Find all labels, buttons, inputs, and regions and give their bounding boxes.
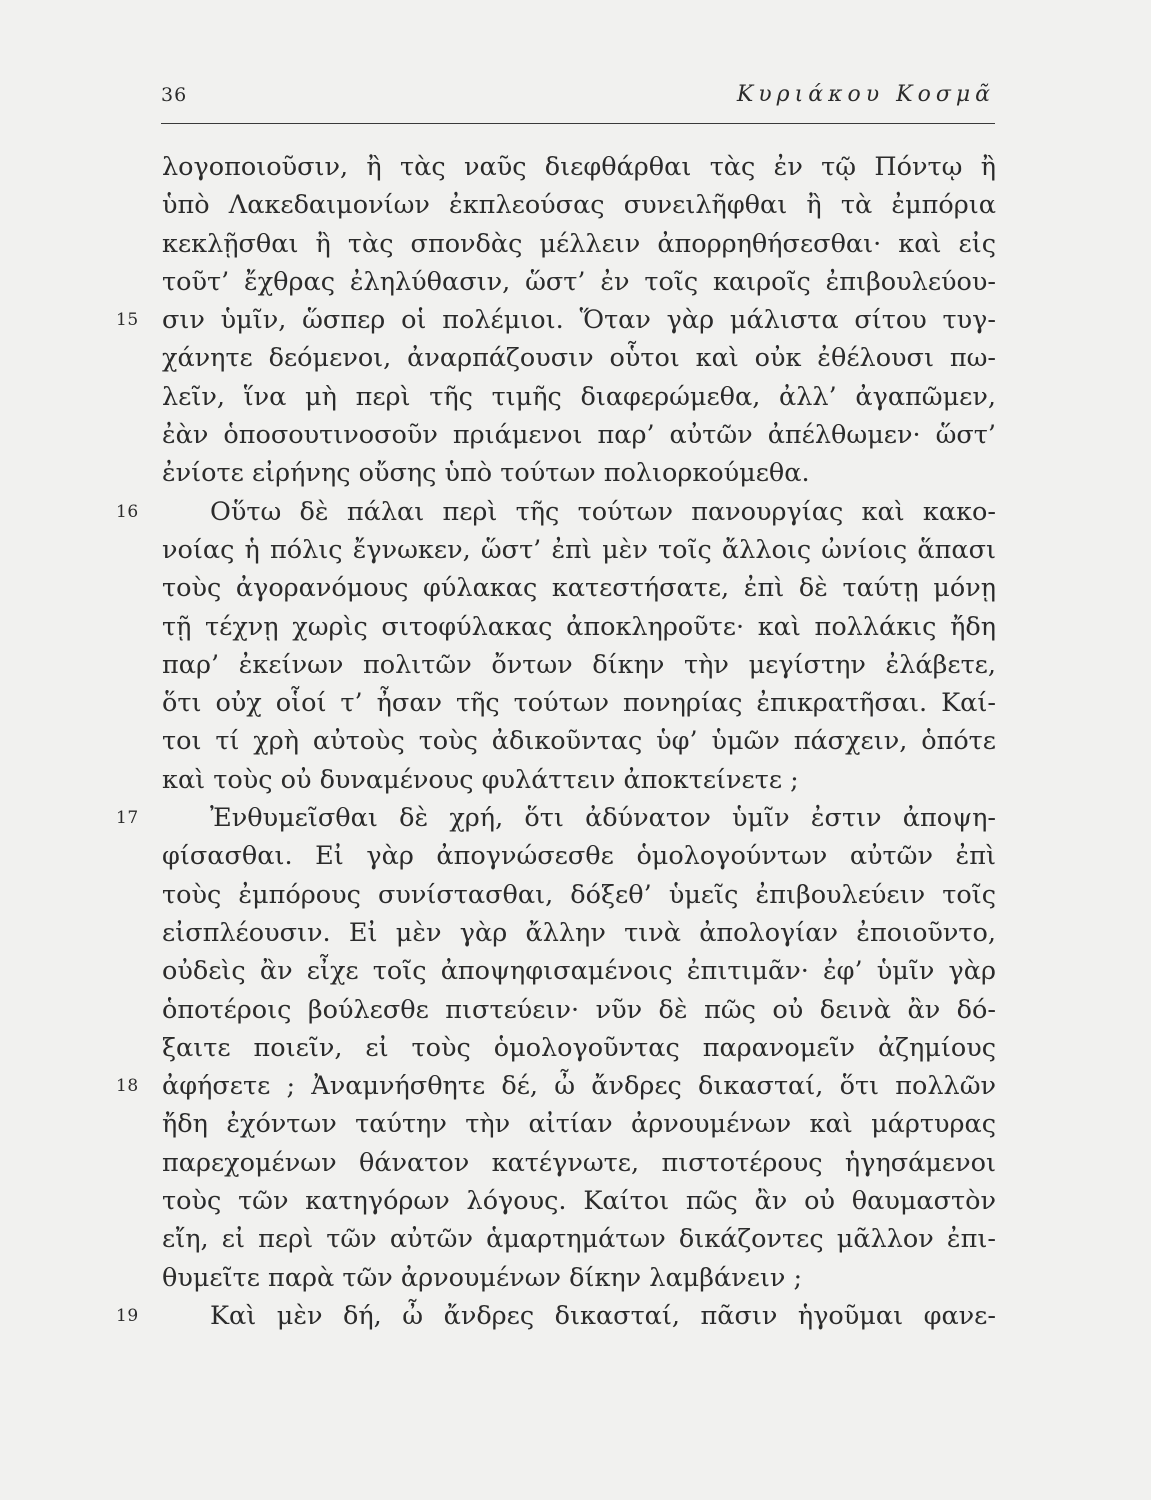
text-line xyxy=(162,531,996,569)
line-text: οὐδεὶς ἂν εἶχε τοῖς ἀποψηφισαμένοις ἐπιτιμᾶν· ἐφ’ ὑμῖν γὰρ xyxy=(162,956,996,987)
line-text: θυμεῖτε παρὰ τῶν ἀρνουμένων δίκην λαμβάνειν ; xyxy=(162,1262,803,1293)
line-text: τοὺς ἀγορανόμους φύλακας κατεστήσατε, ἐπὶ δὲ ταύτῃ μόνῃ xyxy=(162,573,996,604)
text-line xyxy=(162,569,996,607)
line-text: τοι τί χρὴ αὐτοὺς τοὺς ἀδικοῦντας ὑφ’ ὑμῶν πάσχειν, ὁπότε xyxy=(162,726,996,757)
line-text: ξαιτε ποιεῖν, εἰ τοὺς ὁμολογοῦντας παρανομεῖν ἀζημίους xyxy=(162,1032,996,1063)
header-rule xyxy=(161,123,995,124)
line-text: εἰσπλέουσιν. Εἰ μὲν γὰρ ἄλλην τινὰ ἀπολογίαν ἐποιοῦντο, xyxy=(162,917,996,948)
text-line xyxy=(162,186,996,224)
section-number: 18 xyxy=(116,1076,139,1097)
section-number: 15 xyxy=(116,310,139,331)
text-line xyxy=(162,263,996,301)
page-number: 36 xyxy=(161,84,188,106)
text-line xyxy=(162,1029,996,1067)
text-line xyxy=(162,1220,996,1258)
line-text: τῇ τέχνῃ χωρὶς σιτοφύλακας ἀποκληροῦτε· καὶ πολλάκις ἤδη xyxy=(162,611,996,642)
line-text: Καὶ μὲν δή, ὦ ἄνδρες δικασταί, πᾶσιν ἡγοῦμαι φανε- xyxy=(210,1300,996,1331)
line-text: λογοποιοῦσιν, ἢ τὰς ναῦς διεφθάρθαι τὰς ἐν τῷ Πόντῳ ἢ xyxy=(162,152,996,182)
text-line xyxy=(162,1144,996,1182)
text-line xyxy=(116,799,996,837)
running-head: Κυριάκου Κοσμᾶ xyxy=(736,82,995,107)
text-line xyxy=(162,1259,996,1297)
text-line xyxy=(162,684,996,722)
line-text: χάνητε δεόμενοι, ἀναρπάζουσιν οὗτοι καὶ οὐκ ἐθέλουσι πω- xyxy=(162,343,996,374)
line-text: εἴη, εἰ περὶ τῶν αὐτῶν ἁμαρτημάτων δικάζοντες μᾶλλον ἐπι- xyxy=(162,1224,996,1255)
text-line xyxy=(162,914,996,952)
line-text: παρεχομένων θάνατον κατέγνωτε, πιστοτέρους ἡγησάμενοι xyxy=(162,1147,996,1178)
line-text: παρ’ ἐκείνων πολιτῶν ὄντων δίκην τὴν μεγίστην ἐλάβετε, xyxy=(162,649,996,680)
text-line xyxy=(162,378,996,416)
text-line xyxy=(162,722,996,760)
body-text xyxy=(116,148,996,1335)
line-text: καὶ τοὺς οὐ δυναμένους φυλάττειν ἀποκτείνετε ; xyxy=(162,764,799,795)
section-number: 17 xyxy=(116,808,139,829)
text-line xyxy=(162,837,996,875)
line-text: φίσασθαι. Εἰ γὰρ ἀπογνώσεσθε ὁμολογούντων αὐτῶν ἐπὶ xyxy=(162,841,996,872)
line-text: ἐὰν ὁποσουτινοσοῦν πριάμενοι παρ’ αὐτῶν ἀπέλθωμεν· ὥστ’ xyxy=(162,420,996,451)
line-text: ἀφήσετε ; Ἀναμνήσθητε δέ, ὦ ἄνδρες δικασταί, ὅτι πολλῶν xyxy=(162,1071,996,1102)
text-line xyxy=(162,876,996,914)
text-line xyxy=(162,454,996,492)
line-text: Ἐνθυμεῖσθαι δὲ χρή, ὅτι ἀδύνατον ὑμῖν ἐστιν ἀποψη- xyxy=(210,803,996,834)
line-text: τοὺς ἐμπόρους συνίστασθαι, δόξεθ’ ὑμεῖς ἐπιβουλεύειν τοῖς xyxy=(162,879,996,910)
page-header xyxy=(161,80,995,120)
text-line xyxy=(116,301,996,339)
text-line xyxy=(162,761,996,799)
line-text: ὑπὸ Λακεδαιμονίων ἐκπλεούσας συνειλῆφθαι ἢ τὰ ἐμπόρια xyxy=(162,190,996,221)
section-number: 16 xyxy=(116,501,139,522)
text-line xyxy=(162,991,996,1029)
text-line xyxy=(116,1297,996,1335)
text-line xyxy=(162,1105,996,1143)
text-line xyxy=(162,225,996,263)
text-line xyxy=(162,416,996,454)
text-line xyxy=(162,148,996,186)
line-text: νοίας ἡ πόλις ἔγνωκεν, ὥστ’ ἐπὶ μὲν τοῖς ἄλλοις ὠνίοις ἅπασι xyxy=(162,534,996,565)
text-line xyxy=(162,952,996,990)
text-line xyxy=(116,1067,996,1105)
text-line xyxy=(162,1182,996,1220)
line-text: ἤδη ἐχόντων ταύτην τὴν αἰτίαν ἀρνουμένων καὶ μάρτυρας xyxy=(162,1109,996,1140)
line-text: σιν ὑμῖν, ὥσπερ οἱ πολέμιοι. Ὅταν γὰρ μάλιστα σίτου τυγ- xyxy=(162,305,996,336)
line-text: τοὺς τῶν κατηγόρων λόγους. Καίτοι πῶς ἂν οὐ θαυμαστὸν xyxy=(162,1186,996,1217)
line-text: ὅτι οὐχ οἷοί τ’ ἦσαν τῆς τούτων πονηρίας ἐπικρατῆσαι. Καί- xyxy=(162,688,996,719)
line-text: λεῖν, ἵνα μὴ περὶ τῆς τιμῆς διαφερώμεθα, ἀλλ’ ἀγαπῶμεν, xyxy=(162,381,996,412)
line-text: ὁποτέροις βούλεσθε πιστεύειν· νῦν δὲ πῶς οὐ δεινὰ ἂν δό- xyxy=(162,994,996,1025)
text-line xyxy=(162,608,996,646)
text-line xyxy=(162,646,996,684)
line-text: ἐνίοτε εἰρήνης οὔσης ὑπὸ τούτων πολιορκούμεθα. xyxy=(162,458,810,489)
line-text: Οὕτω δὲ πάλαι περὶ τῆς τούτων πανουργίας καὶ κακο- xyxy=(210,496,996,527)
line-text: τοῦτ’ ἔχθρας ἐληλύθασιν, ὥστ’ ἐν τοῖς καιροῖς ἐπιβουλεύου- xyxy=(162,266,996,297)
line-text: κεκλῇσθαι ἢ τὰς σπονδὰς μέλλειν ἀπορρηθήσεσθαι· καὶ εἰς xyxy=(162,228,996,259)
section-number: 19 xyxy=(116,1305,139,1326)
text-line xyxy=(116,493,996,531)
text-line xyxy=(162,339,996,377)
